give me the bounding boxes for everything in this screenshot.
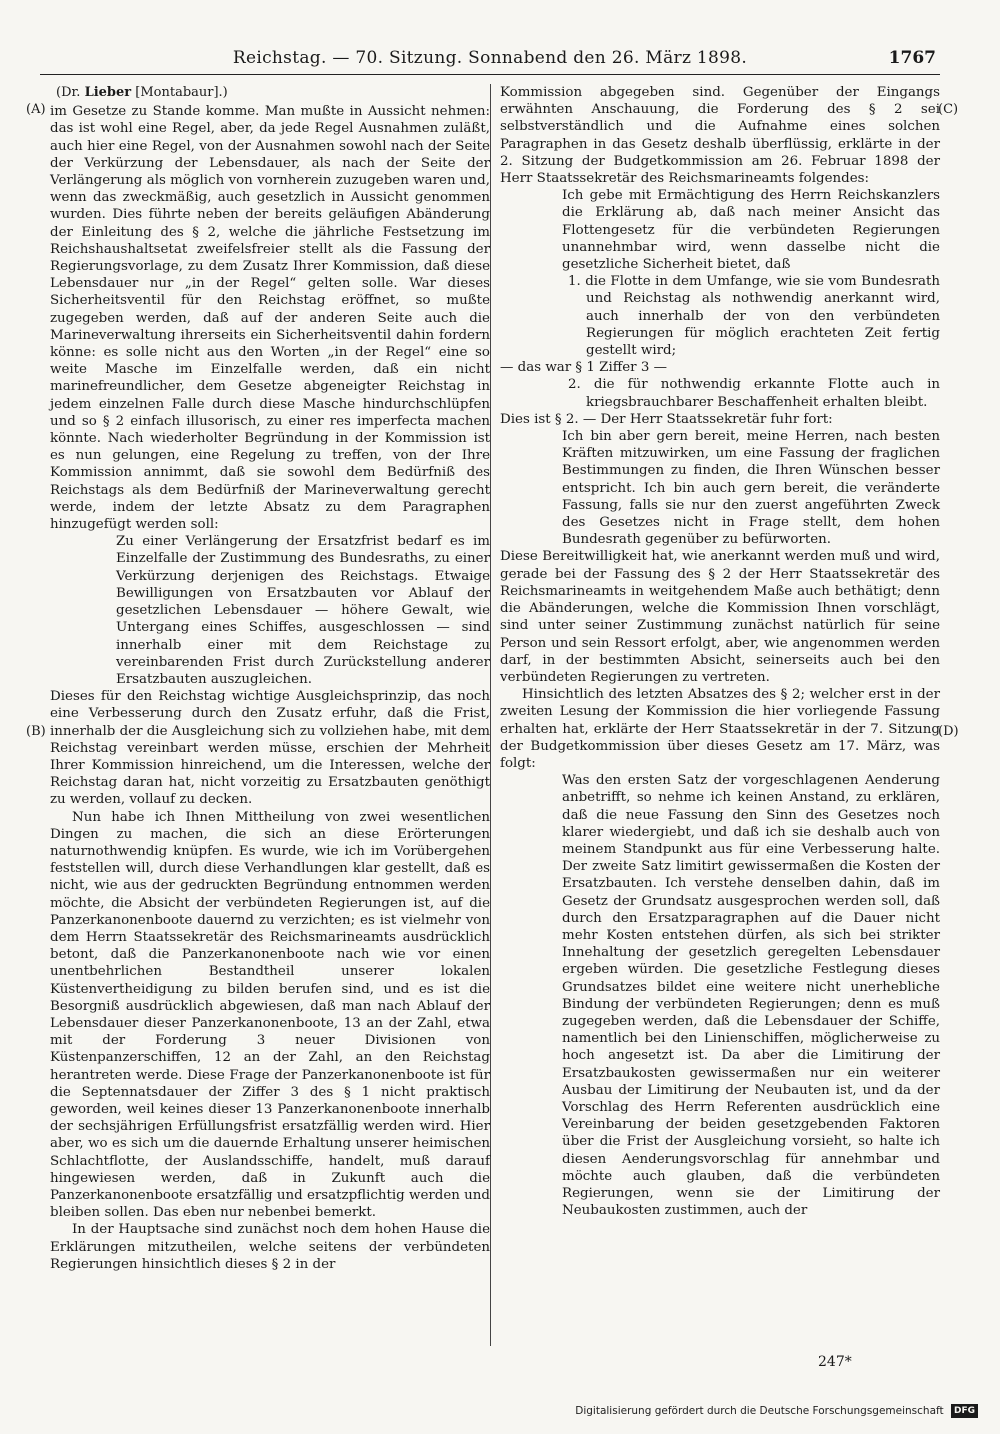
right-paragraph-2: Dies ist § 2. — Der Herr Staatssekretär fuhr fort: [500, 411, 833, 427]
footer-text: Digitalisierung gefördert durch die Deutsche Forschungsgemeinschaft [575, 1405, 944, 1417]
page-header [40, 44, 940, 75]
margin-mark-c: (C) [938, 102, 959, 117]
left-quote-1: Zu einer Verlängerung der Ersatzfrist bedarf es im Einzelfalle der Zustimmung des Bundesraths, zu einer Verkürzung derjenigen des Reichstags. Etwaige Bewilligungen von Ersatzbauten vor Ablauf der gesetzlichen Lebensdauer — höhere Gewalt, wie Untergang eines Schiffes, ausgeschlossen — sind innerhalb einer mit dem Reichstage zu vereinbarenden Frist durch Zurückstellung anderer Ersatzbauten auszugleichen. [116, 534, 490, 687]
right-dash-note: — das war § 1 Ziffer 3 — [500, 360, 668, 376]
left-column [50, 84, 490, 1273]
right-quote-2: Ich bin aber gern bereit, meine Herren, nach besten Kräften mitzuwirken, um eine Fassung der fraglichen Bestimmungen zu finden, die Ihren Wünschen besser entspricht. Ich bin auch gern bereit, die veränderte Fassung, falls sie nur den zuerst angeführten Zweck des Gesetzes nicht in Frage stellt, dem hohen Bundesrath gegenüber zu befürworten. [562, 429, 940, 548]
page-footer [0, 1404, 978, 1424]
speaker-prefix: (Dr. [56, 85, 81, 100]
dfg-logo: DFG [951, 1404, 978, 1418]
right-quote-1: Ich gebe mit Ermächtigung des Herrn Reichskanzlers die Erklärung ab, daß nach meiner Ansicht das Flottengesetz für die verbündeten Regierungen unannehmbar wird, wenn dasselbe nicht die gesetzliche Sicherheit bietet, daß [562, 188, 940, 273]
left-paragraph-4: In der Hauptsache sind zunächst noch dem hohen Hause die Erklärungen mitzutheilen, welche seitens der verbündeten Regierungen hinsichtlich dieses § 2 in der [50, 1222, 490, 1272]
left-paragraph-2: Dieses für den Reichstag wichtige Ausgleichsprinzip, das noch eine Verbesserung durch den Zusatz erfuhr, daß die Frist, innerhalb der die Ausgleichung sich zu vollziehen habe, mit dem Reichstag vereinbart werden müsse, erschien der Mehrheit Ihrer Kommission hinreichend, um die Interessen, welche der Reichstag daran hat, nicht vorzeitig zu Ersatzbauten genöthigt zu werden, vollauf zu decken. [50, 689, 490, 808]
right-paragraph-3: Diese Bereitwilligkeit hat, wie anerkannt werden muß und wird, gerade bei der Fassung des § 2 der Herr Staatssekretär des Reichsmarineamts in weitgehendem Maße auch bethätigt; denn die Abänderungen, welche die Kommission Ihnen vorschlägt, sind unter seiner Zustimmung zunächst natürlich für seine Person und sein Ressort erfolgt, aber, wie angenommen werden darf, in der bestimmten Absicht, seinerseits auch bei den verbündeten Regierungen zu vertreten. [500, 549, 940, 685]
right-list-item-1: 1. die Flotte in dem Umfange, wie sie vom Bundesrath und Reichstag als nothwendig anerkannt wird, auch innerhalb der von den verbündeten Regierungen für möglich erachteten Zeit fertig gestellt wird; [568, 274, 940, 359]
margin-mark-a: (A) [26, 102, 46, 117]
speaker-name: Lieber [84, 85, 132, 100]
margin-mark-d: (D) [938, 724, 959, 739]
margin-mark-b: (B) [26, 724, 46, 739]
page-number: 1767 [888, 48, 936, 68]
column-divider [490, 84, 491, 1346]
left-paragraph-1: im Gesetze zu Stande komme. Man mußte in Aussicht nehmen: das ist wohl eine Regel, aber, da jede Regel Ausnahmen zuläßt, auch hier eine Regel, von der Ausnahmen sowohl nach der Seite der Verkürzung der Lebensdauer, als nach der Seite der Verlängerung als möglich von vornherein zuzugeben waren und, wenn das zweckmäßig, auch gesetzlich in Aussicht genommen wurden. Dies führte neben der bereits geläufigen Abänderung der Einleitung des § 2, welche die jährliche Festsetzung im Reichshaushaltsetat zweifelsfreier stellt als die Fassung der Regierungsvorlage, zu dem Zusatz Ihrer Kommission, daß diese Lebensdauer nur „in der Regel“ gelten solle. War dieses Sicherheitsventil für den Reichstag eröffnet, so mußte zugegeben werden, daß auf der anderen Seite auch die Marineverwaltung ihrerseits ein Sicherheitsventil dahin fordern könne: es solle nicht aus den Worten „in der Regel“ eine so weite Masche im Einzelfalle werden, daß ein nicht marinefreundlicher, dem Gesetze abgeneigter Reichstag in jedem einzelnen Falle durch diese Masche hindurchschlüpfen und so § 2 einfach illusorisch, zu einer res imperfecta machen könnte. Nach wiederholter Begründung in der Kommission ist es nun gelungen, eine Regelung zu treffen, von der Ihre Kommission annimmt, daß sie sowohl dem Bedürfniß des Reichstags als dem Bedürfniß der Marineverwaltung gerecht werde, indem der letzte Absatz zu dem Paragraphen hinzugefügt werden soll: [50, 104, 490, 533]
header-title: Reichstag. — 70. Sitzung. Sonnabend den 26. März 1898. [232, 48, 748, 68]
signature-mark: 247* [818, 1354, 852, 1370]
right-column [500, 84, 940, 1219]
right-paragraph-4: Hinsichtlich des letzten Absatzes des § 2; welcher erst in der zweiten Lesung der Kommission die hier vorliegende Fassung erhalten hat, erklärte der Herr Staatssekretär in der 7. Sitzung der Budgetkommission über dieses Gesetz am 17. März, was folgt: [500, 687, 940, 771]
speaker-line [56, 84, 490, 101]
right-quote-3: Was den ersten Satz der vorgeschlagenen Aenderung anbetrifft, so nehme ich keinen Anstand, zu erklären, daß die neue Fassung den Sinn des Gesetzes noch klarer wiedergiebt, und daß ich sie deshalb auch von meinem Standpunkt aus für eine Verbesserung halte. Der zweite Satz limitirt gewissermaßen die Kosten der Ersatzbauten. Ich verstehe denselben dahin, daß im Gesetz der Grundsatz ausgesprochen werden soll, daß durch den Ersatzparagraphen auf die Dauer nicht mehr Kosten entstehen dürfen, als sich bei strikter Innehaltung der gesetzlich geregelten Lebensdauer ergeben würden. Die gesetzliche Festlegung dieses Grundsatzes bildet eine weitere nicht unerhebliche Bindung der verbündeten Regierungen; denn es muß zugegeben werden, daß die Lebensdauer der Schiffe, namentlich bei den Linienschiffen, möglicherweise zu hoch angesetzt ist. Da aber die Limitirung der Ersatzbaukosten gewissermaßen nur ein weiterer Ausbau der Limitirung der Neubauten ist, und da der Vorschlag des Herrn Referenten ausdrücklich eine Vereinbarung der beiden gesetzgebenden Faktoren über die Frist der Ausgleichung vorsieht, so halte ich diesen Aenderungsvorschlag für annehmbar und möchte auch glauben, daß die verbündeten Regierungen, wenn sie der Limitirung der Neubaukosten zustimmen, auch der [562, 773, 940, 1219]
speaker-suffix: [Montabaur].) [135, 85, 228, 100]
left-paragraph-3: Nun habe ich Ihnen Mittheilung von zwei wesentlichen Dingen zu machen, die sich an diese Erörterungen naturnothwendig knüpfen. Es wurde, wie ich im Vorübergehen feststellen will, durch diese Verhandlungen klar gestellt, daß es nicht, wie aus der gedruckten Begründung entnommen werden möchte, die Absicht der verbündeten Regierungen ist, auf die Panzerkanonenboote dauernd zu verzichten; es ist vielmehr von dem Herrn Staatssekretär des Reichsmarineamts ausdrücklich betont, daß die Panzerkanonenboote nach wie vor einen unentbehrlichen Bestandtheil unserer lokalen Küstenvertheidigung zu bilden berufen sind, und es ist die Besorgniß ausdrücklich abgewiesen, daß man nach Ablauf der Lebensdauer dieser Panzerkanonenboote, 13 an der Zahl, etwa mit der Forderung 3 neuer Divisionen von Küstenpanzerschiffen, 12 an der Zahl, an den Reichstag herantreten werde. Diese Frage der Panzerkanonenboote ist für die Septennatsdauer der Ziffer 3 des § 1 nicht praktisch geworden, weil keines dieser 13 Panzerkanonenboote innerhalb der sechsjährigen Erfüllungsfrist ersatzfällig werden wird. Hier aber, wo es sich um die dauernde Erhaltung unserer heimischen Schlachtflotte, der Auslandsschiffe, handelt, muß darauf hingewiesen werden, daß in Zukunft auch die Panzerkanonenboote ersatzfällig und ersatzpflichtig werden und bleiben sollen. Das eben nur nebenbei bemerkt. [50, 809, 490, 1221]
right-list-item-2: 2. die für nothwendig erkannte Flotte auch in kriegsbrauchbarer Beschaffenheit erhalten bleibt. [568, 377, 940, 410]
right-paragraph-1: Kommission abgegeben sind. Gegenüber der Eingangs erwähnten Anschauung, die Forderung des § 2 sei selbstverständlich und die Aufnahme eines solchen Paragraphen in das Gesetz deshalb überflüssig, erklärte in der 2. Sitzung der Budgetkommission am 26. Februar 1898 der Herr Staatssekretär des Reichsmarineamts folgendes: [500, 85, 940, 187]
